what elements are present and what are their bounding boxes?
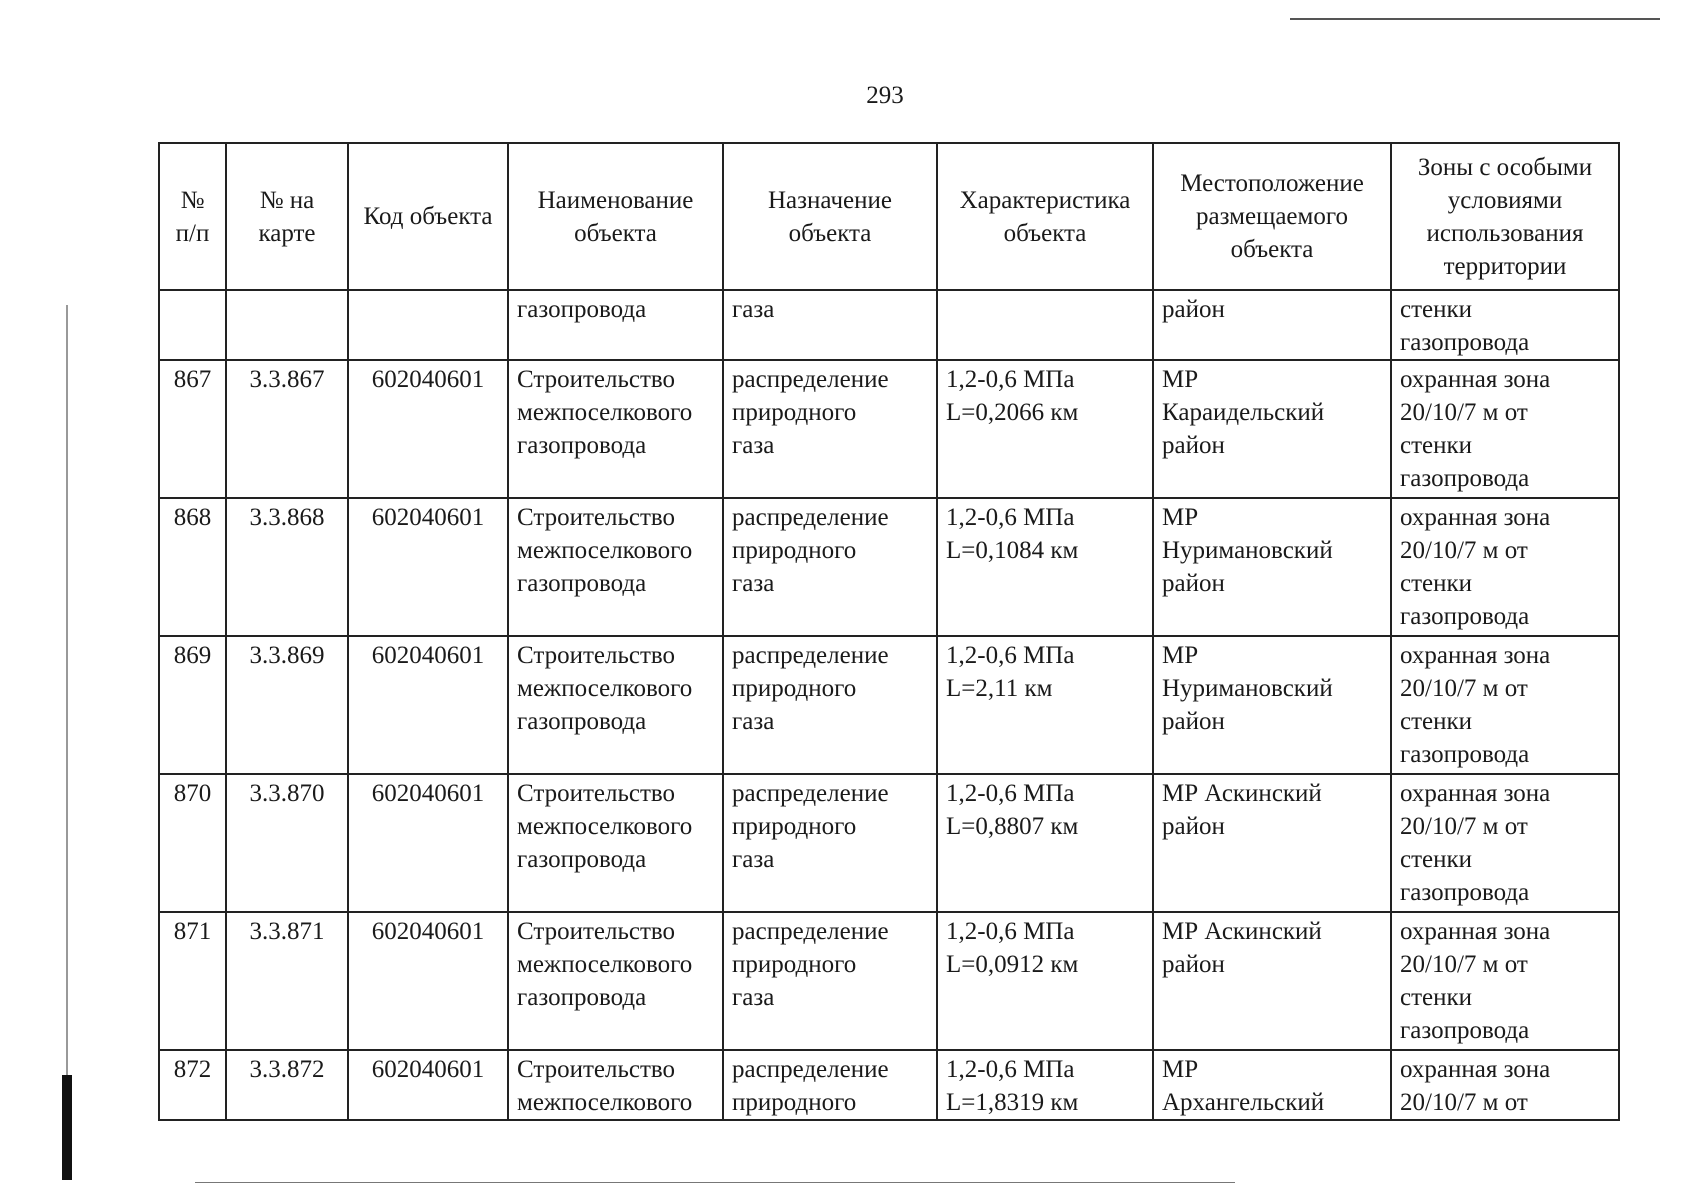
page-number: 293 — [866, 82, 904, 109]
cell-line: 1,2-0,6 МПа — [946, 1056, 1075, 1083]
cell-object-spec — [937, 636, 1153, 774]
cell-line: L=0,0912 км — [946, 951, 1079, 978]
cell-line: природного — [732, 813, 857, 840]
cell-map-number: 3.3.870 — [226, 774, 348, 912]
cell-line: газопровода — [1400, 879, 1530, 906]
cell-line: распределение — [732, 642, 889, 669]
header-object-code: Код объекта — [348, 143, 508, 290]
cell-line: район — [1162, 951, 1225, 978]
cell-line: межпоселкового — [517, 813, 693, 840]
cell-line: газопровода — [517, 984, 647, 1011]
cell-object-location — [1153, 360, 1391, 498]
cell-line: газопровода — [1400, 741, 1530, 768]
cell-line: охранная зона — [1400, 780, 1551, 807]
cell-number: 869 — [159, 636, 226, 774]
cell-object-spec — [937, 290, 1153, 360]
cell-line: охранная зона — [1400, 918, 1551, 945]
cell-object-name — [508, 636, 723, 774]
cell-line: Строительство — [517, 504, 676, 531]
cell-number: 872 — [159, 1050, 226, 1120]
table-row — [159, 774, 1619, 912]
cell-line: распределение — [732, 504, 889, 531]
cell-line: межпоселкового — [517, 675, 693, 702]
cell-line: распределение — [732, 918, 889, 945]
header-object-purpose: Назначение объекта — [723, 143, 937, 290]
cell-line: район — [1162, 296, 1225, 323]
cell-special-zones — [1391, 360, 1619, 498]
cell-line: природного — [732, 399, 857, 426]
cell-object-code: 602040601 — [348, 498, 508, 636]
cell-special-zones — [1391, 912, 1619, 1050]
cell-line: 20/10/7 м от — [1400, 813, 1528, 840]
cell-line: межпоселкового — [517, 399, 693, 426]
cell-special-zones — [1391, 498, 1619, 636]
cell-line: 1,2-0,6 МПа — [946, 504, 1075, 531]
cell-line: Строительство — [517, 366, 676, 393]
cell-object-code: 602040601 — [348, 360, 508, 498]
cell-map-number: 3.3.872 — [226, 1050, 348, 1120]
cell-line: 20/10/7 м от — [1400, 675, 1528, 702]
cell-object-code — [348, 290, 508, 360]
cell-object-purpose — [723, 290, 937, 360]
cell-line: газа — [732, 984, 775, 1011]
cell-line: район — [1162, 708, 1225, 735]
cell-line: 20/10/7 м от — [1400, 399, 1528, 426]
cell-object-purpose — [723, 498, 937, 636]
cell-line: МР — [1162, 504, 1199, 531]
cell-object-spec — [937, 498, 1153, 636]
cell-special-zones — [1391, 1050, 1619, 1120]
cell-line: Архангельский — [1162, 1089, 1325, 1116]
cell-line: газопровода — [1400, 1017, 1530, 1044]
cell-line: газопровода — [1400, 465, 1530, 492]
header-object-name: Наименование объекта — [508, 143, 723, 290]
cell-line: 1,2-0,6 МПа — [946, 780, 1075, 807]
cell-line: район — [1162, 432, 1225, 459]
cell-object-purpose — [723, 912, 937, 1050]
table-row — [159, 360, 1619, 498]
cell-line: МР Аскинский — [1162, 780, 1322, 807]
cell-map-number: 3.3.867 — [226, 360, 348, 498]
cell-line: L=1,8319 км — [946, 1089, 1079, 1116]
cell-line: газа — [732, 708, 775, 735]
cell-object-purpose — [723, 636, 937, 774]
cell-map-number — [226, 290, 348, 360]
cell-line: Строительство — [517, 780, 676, 807]
cell-line: природного — [732, 537, 857, 564]
header-object-location: Местоположение размещаемого объекта — [1153, 143, 1391, 290]
cell-line: газа — [732, 432, 775, 459]
cell-line: охранная зона — [1400, 1056, 1551, 1083]
cell-line: распределение — [732, 1056, 889, 1083]
cell-line: газопровода — [517, 708, 647, 735]
cell-line: 20/10/7 м от — [1400, 537, 1528, 564]
cell-line: газа — [732, 296, 775, 323]
scan-edge-line — [66, 305, 68, 1075]
cell-line: Строительство — [517, 918, 676, 945]
cell-line: Караидельский — [1162, 399, 1325, 426]
cell-line: межпоселкового — [517, 1089, 693, 1116]
top-rule — [1290, 18, 1660, 20]
table-row — [159, 912, 1619, 1050]
cell-line: Строительство — [517, 1056, 676, 1083]
scan-edge-bar — [62, 1075, 72, 1180]
cell-line: 1,2-0,6 МПа — [946, 642, 1075, 669]
cell-special-zones — [1391, 636, 1619, 774]
cell-object-spec — [937, 1050, 1153, 1120]
cell-line: газопровода — [517, 570, 647, 597]
objects-table — [158, 142, 1620, 1121]
cell-object-spec — [937, 360, 1153, 498]
cell-line: охранная зона — [1400, 642, 1551, 669]
cell-line: 1,2-0,6 МПа — [946, 918, 1075, 945]
header-map-number: № на карте — [226, 143, 348, 290]
cell-line: стенки — [1400, 984, 1473, 1011]
cell-object-code: 602040601 — [348, 774, 508, 912]
cell-line: газопровода — [517, 432, 647, 459]
cell-line: МР — [1162, 642, 1199, 669]
cell-line: МР Аскинский — [1162, 918, 1322, 945]
cell-line: район — [1162, 570, 1225, 597]
cell-line: межпоселкового — [517, 951, 693, 978]
cell-line: природного — [732, 951, 857, 978]
cell-object-name — [508, 912, 723, 1050]
cell-object-location — [1153, 912, 1391, 1050]
cell-line: газопровода — [517, 846, 647, 873]
cell-map-number: 3.3.871 — [226, 912, 348, 1050]
cell-object-name — [508, 498, 723, 636]
cell-number: 870 — [159, 774, 226, 912]
cell-object-location — [1153, 774, 1391, 912]
cell-object-name — [508, 290, 723, 360]
cell-line: Нуримановский — [1162, 537, 1333, 564]
bottom-rule — [195, 1182, 1235, 1183]
cell-line: L=0,1084 км — [946, 537, 1079, 564]
table-row — [159, 498, 1619, 636]
cell-line: распределение — [732, 366, 889, 393]
cell-object-location — [1153, 1050, 1391, 1120]
cell-line: распределение — [732, 780, 889, 807]
cell-number: 868 — [159, 498, 226, 636]
cell-line: газопровода — [1400, 603, 1530, 630]
cell-line: 20/10/7 м от — [1400, 1089, 1528, 1116]
cell-line: стенки — [1400, 296, 1473, 323]
header-object-spec: Характеристика объекта — [937, 143, 1153, 290]
cell-special-zones — [1391, 774, 1619, 912]
cell-line: МР — [1162, 1056, 1199, 1083]
cell-line: межпоселкового — [517, 537, 693, 564]
cell-line: охранная зона — [1400, 504, 1551, 531]
cell-object-name — [508, 1050, 723, 1120]
cell-object-purpose — [723, 360, 937, 498]
cell-line: L=0,8807 км — [946, 813, 1079, 840]
cell-line: стенки — [1400, 846, 1473, 873]
cell-line: природного — [732, 1089, 857, 1116]
cell-line: Нуримановский — [1162, 675, 1333, 702]
cell-line: L=2,11 км — [946, 675, 1053, 702]
cell-line: газопровода — [1400, 329, 1530, 356]
cell-object-name — [508, 774, 723, 912]
cell-line: газа — [732, 846, 775, 873]
cell-number: 871 — [159, 912, 226, 1050]
header-number: № п/п — [159, 143, 226, 290]
cell-object-purpose — [723, 774, 937, 912]
cell-object-code: 602040601 — [348, 1050, 508, 1120]
table-header-row — [159, 143, 1619, 290]
cell-number: 867 — [159, 360, 226, 498]
cell-special-zones — [1391, 290, 1619, 360]
cell-map-number: 3.3.868 — [226, 498, 348, 636]
cell-line: стенки — [1400, 432, 1473, 459]
cell-object-code: 602040601 — [348, 636, 508, 774]
cell-line: Строительство — [517, 642, 676, 669]
cell-line: район — [1162, 813, 1225, 840]
cell-line: охранная зона — [1400, 366, 1551, 393]
table-row — [159, 1050, 1619, 1120]
cell-object-location — [1153, 290, 1391, 360]
cell-line: стенки — [1400, 570, 1473, 597]
cell-line: газа — [732, 570, 775, 597]
cell-object-spec — [937, 912, 1153, 1050]
table-row-continuation — [159, 290, 1619, 360]
cell-object-location — [1153, 498, 1391, 636]
cell-line: стенки — [1400, 708, 1473, 735]
cell-map-number: 3.3.869 — [226, 636, 348, 774]
cell-object-code: 602040601 — [348, 912, 508, 1050]
cell-object-name — [508, 360, 723, 498]
header-special-zones: Зоны с особыми условиями использования территории — [1391, 143, 1619, 290]
cell-line: газопровода — [517, 296, 647, 323]
cell-object-purpose — [723, 1050, 937, 1120]
cell-line: МР — [1162, 366, 1199, 393]
cell-line: 1,2-0,6 МПа — [946, 366, 1075, 393]
cell-line: 20/10/7 м от — [1400, 951, 1528, 978]
cell-number — [159, 290, 226, 360]
table-row — [159, 636, 1619, 774]
cell-object-location — [1153, 636, 1391, 774]
cell-line: природного — [732, 675, 857, 702]
cell-line: L=0,2066 км — [946, 399, 1079, 426]
cell-object-spec — [937, 774, 1153, 912]
